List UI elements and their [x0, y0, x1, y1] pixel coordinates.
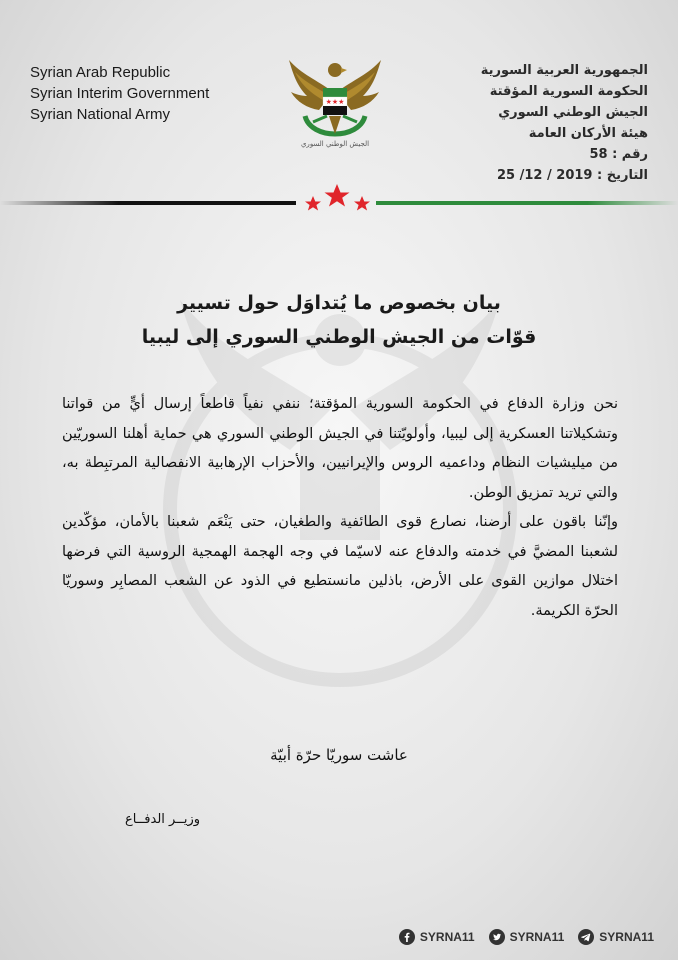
star-icon	[305, 196, 321, 211]
twitter-link[interactable]	[489, 929, 565, 945]
facebook-icon	[399, 929, 415, 945]
facebook-handle: SYRNA11	[419, 930, 475, 944]
header-en-line: Syrian Interim Government	[30, 85, 210, 102]
header-ar-line: الحكومة السورية المؤقتة	[489, 84, 648, 99]
body-paragraph: وإنّنا باقون على أرضنا، نصارع قوى الطائفية والطغيان، حتى يَنْعَم شعبنا بالأمان، مؤكّدين لشعبنا المضيَّ في خدمته والدفاع عنه لاسيّما في وجه الهجمة الهمجية الروسية التي فرضها اختلال موازين القوى على الأرض، باذلين مانستطيع في الذود عن الشعب المصابِر وسوريّا الحرّة الكريمة.	[62, 514, 618, 619]
reference-number: رقم : 58	[589, 147, 648, 162]
telegram-handle: SYRNA11	[599, 930, 654, 944]
star-icon	[325, 184, 350, 207]
statement-body	[62, 390, 618, 626]
header-english	[30, 62, 209, 125]
body-paragraph: نحن وزارة الدفاع في الحكومة السورية المؤقتة؛ ننفي نفياً قاطعاً إرسال أيٍّ من قواتنا وتشكيلاتنا العسكرية إلى ليبيا، وأولويّتنا في الجيش الوطني السوري هي حماية أهلنا السوريّين من ميليشيات النظام وداعميه الروس والإيرانيين، والأحزاب الإرهابية الانفصالية المرتبِطة به، والتي تريد تمزيق الوطن.	[62, 396, 618, 501]
social-footer	[399, 929, 654, 945]
svg-text:★★★: ★★★	[325, 98, 345, 106]
telegram-icon	[578, 929, 594, 945]
emblem-label: الجيش الوطني السوري	[300, 140, 370, 148]
flag-divider	[0, 180, 678, 220]
twitter-handle: SYRNA11	[509, 930, 565, 944]
statement-title	[60, 286, 618, 354]
header-ar-line: الجيش الوطني السوري	[498, 105, 648, 120]
closing-slogan: عاشت سوريّا حرّة أبيّة	[270, 746, 408, 764]
header-arabic	[438, 60, 648, 186]
header-ar-line: هيئة الأركان العامة	[528, 126, 648, 141]
star-icon	[354, 196, 370, 211]
header-en-line: Syrian Arab Republic	[30, 64, 171, 81]
title-line: بيان بخصوص ما يُتداوَل حول تسيير	[177, 292, 501, 314]
facebook-link[interactable]	[399, 929, 475, 945]
telegram-link[interactable]	[578, 929, 654, 945]
document-date: التاريخ : 2019 / 12/ 25	[497, 168, 648, 183]
signature-title: وزيــر الدفــاع	[124, 812, 200, 827]
title-line: قوّات من الجيش الوطني السوري إلى ليبيا	[141, 326, 537, 348]
twitter-icon	[489, 929, 505, 945]
header-en-line: Syrian National Army	[30, 106, 171, 123]
header-ar-line: الجمهورية العربية السورية	[480, 63, 648, 78]
